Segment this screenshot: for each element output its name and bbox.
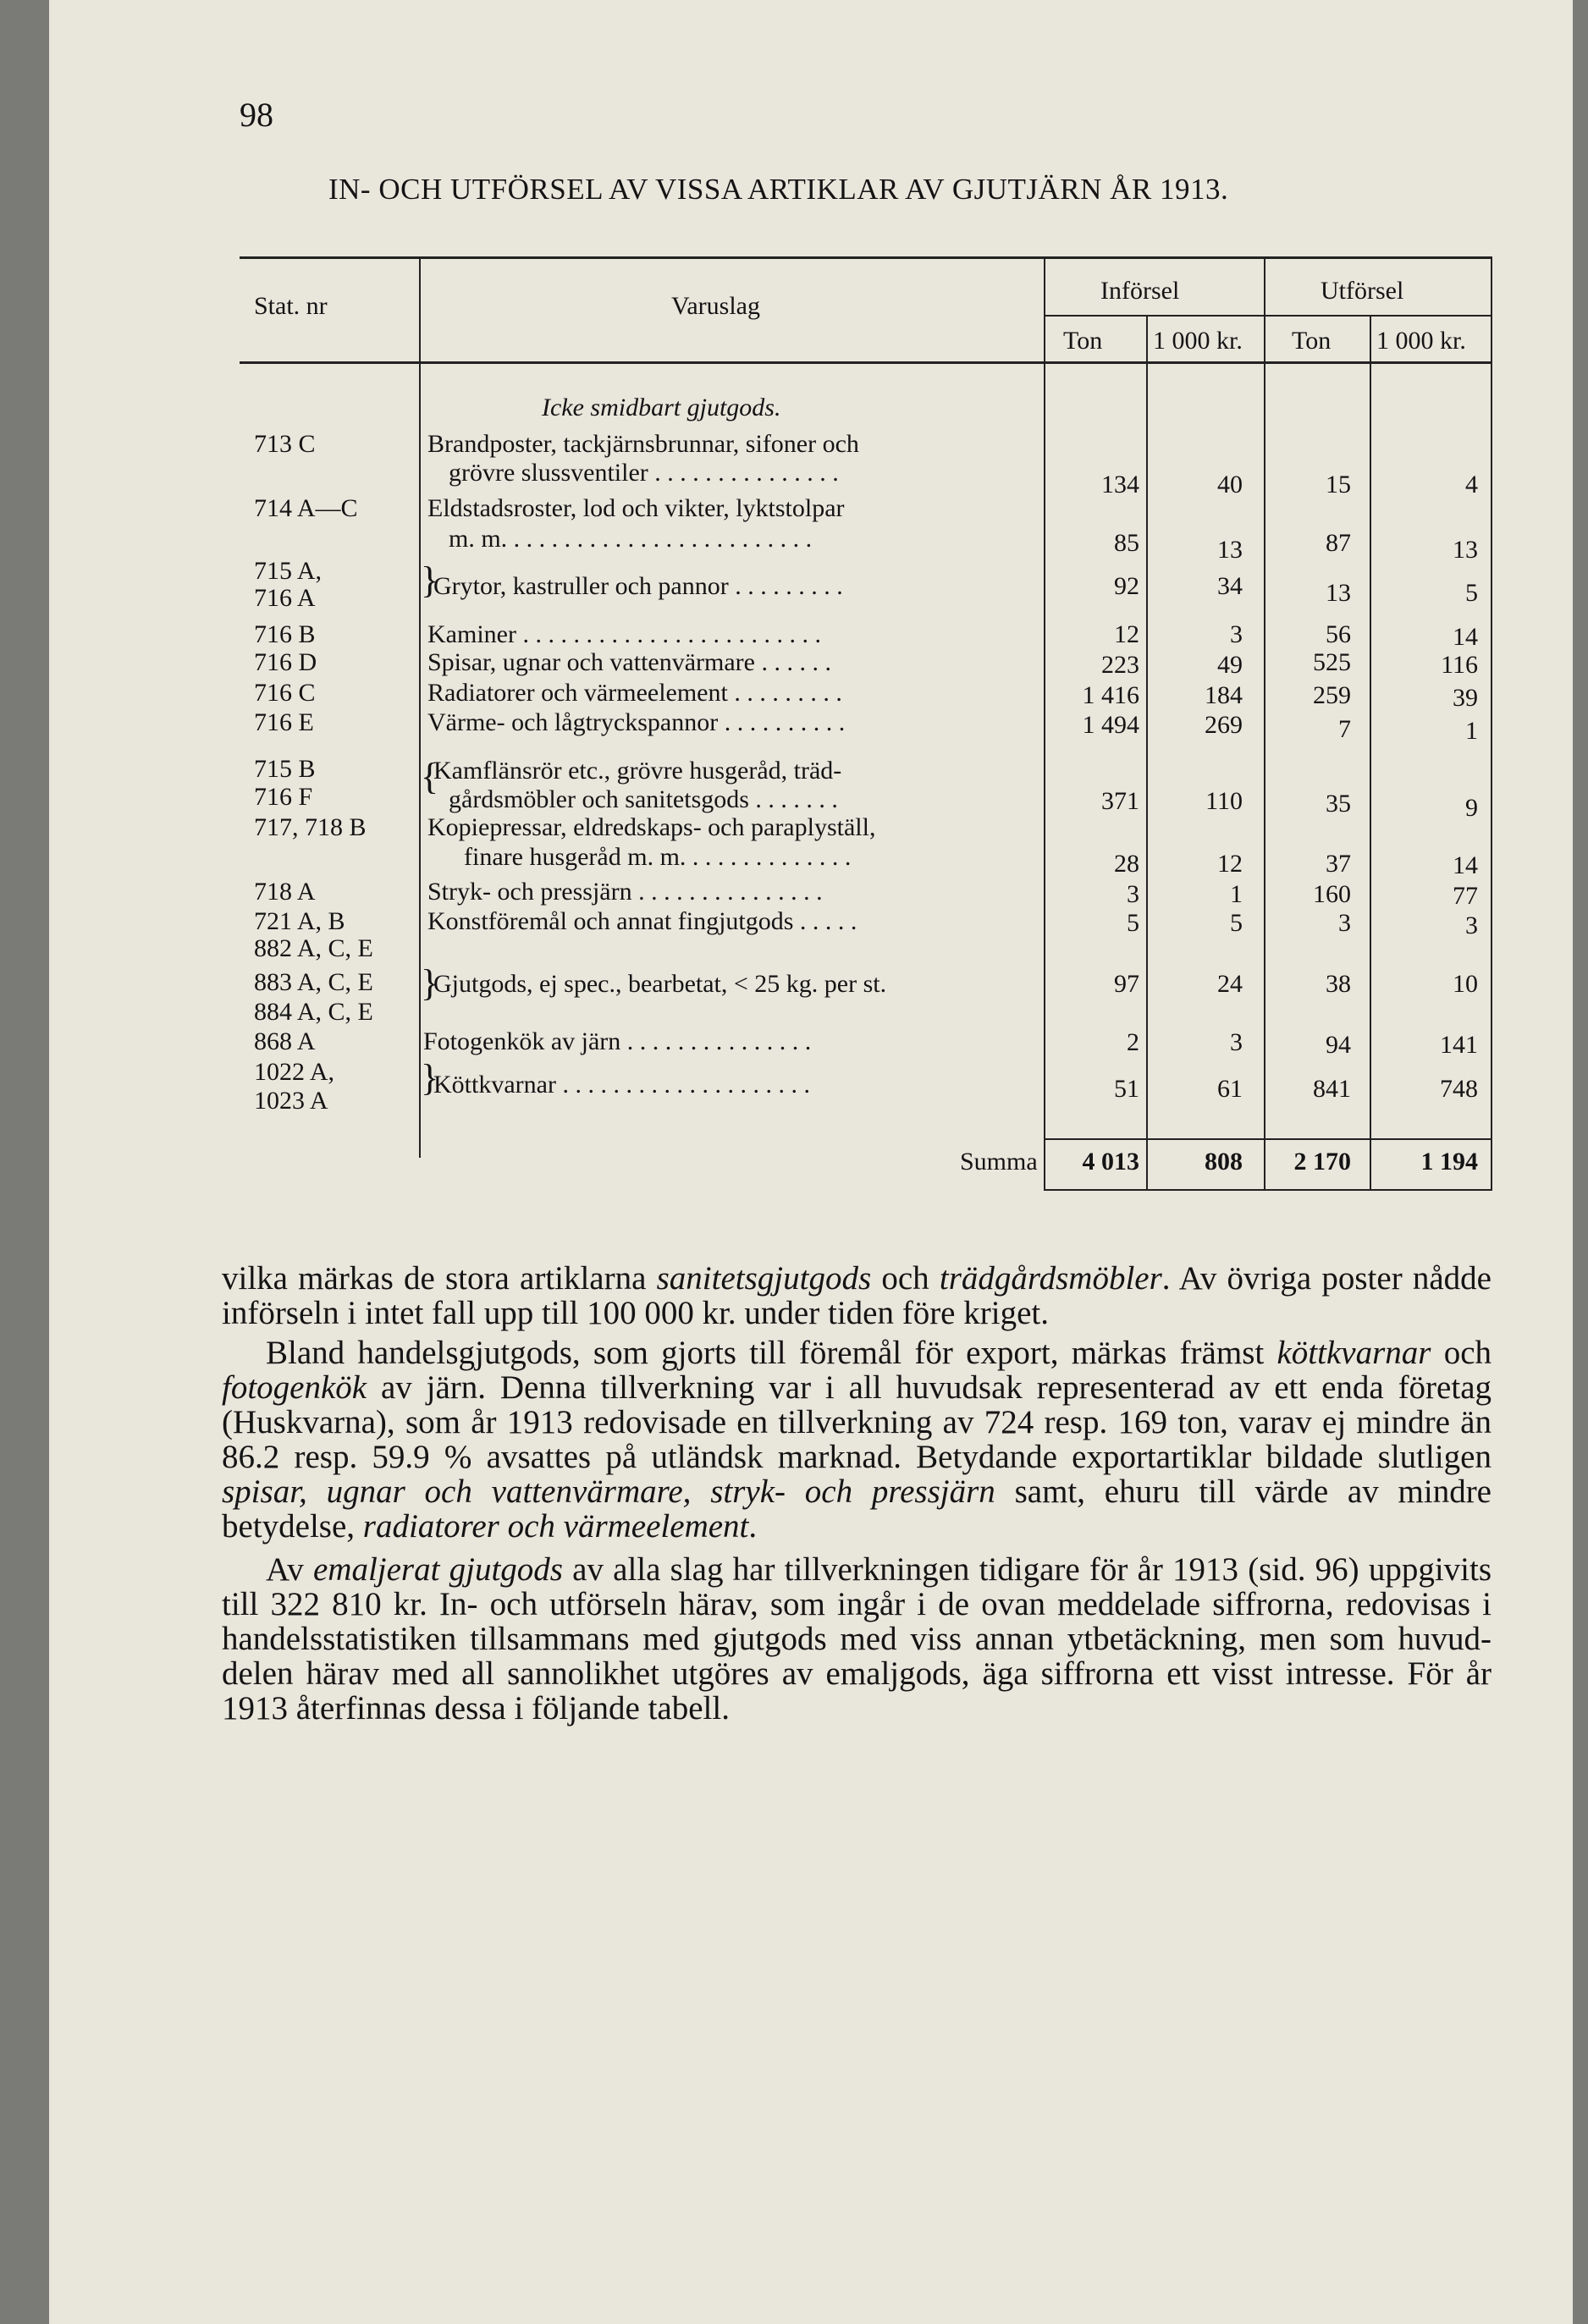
in-kr: 12 [1217,850,1243,878]
header-varuslag: Varuslag [671,292,760,320]
in-kr: 49 [1217,651,1243,679]
in-ton: 51 [1114,1075,1139,1103]
summa-label: Summa [960,1148,1038,1176]
col-rule-in [1146,317,1148,1189]
header-inforsel: Införsel [1100,277,1180,305]
text-run: och [871,1260,940,1297]
ut-ton: 7 [1338,715,1351,743]
row-desc: Brandposter, tackjärnsbrunnar, sifoner och [427,430,859,458]
ut-ton: 38 [1326,970,1351,998]
in-kr: 110 [1205,787,1243,815]
in-kr: 3 [1230,1028,1243,1056]
brace-icon: } [421,1057,439,1099]
stat-nr: 715 A, [254,557,323,585]
col-rule-mid [1264,256,1265,1189]
row-desc: Eldstadsroster, lod och vikter, lyktstolpar [427,494,845,522]
row-desc-cont: finare husgeråd m. m. . . . . . . . . . . . . . [464,843,852,871]
stat-nr: 868 A [254,1027,316,1055]
page-number: 98 [240,96,273,134]
in-kr: 40 [1217,471,1243,498]
in-ton: 1 494 [1082,711,1139,739]
row-desc: Kaminer . . . . . . . . . . . . . . . . . . . . . . . . [427,620,821,648]
text-run: . [748,1508,758,1545]
header-ut-kr: 1 000 kr. [1376,327,1466,355]
ut-kr: 13 [1453,536,1478,564]
in-ton: 92 [1114,572,1139,600]
in-ton: 223 [1101,651,1139,679]
in-kr: 34 [1217,572,1243,600]
in-ton: 97 [1114,970,1139,998]
ut-ton: 259 [1313,681,1351,709]
italic-run: sanitetsgjutgods [656,1260,872,1297]
row-desc: Grytor, kastruller och pannor . . . . . . . . . [433,572,843,600]
body-text [222,1261,1492,1726]
summa-ut-kr: 1 194 [1420,1148,1478,1176]
in-kr: 184 [1205,681,1243,709]
in-kr: 24 [1217,970,1243,998]
row-desc-cont: m. m. . . . . . . . . . . . . . . . . . . . . . . . . [449,525,813,553]
row-desc-cont: grövre slussventiler . . . . . . . . . . . . . . . [449,459,839,487]
text-run: av järn. Denna tillverkning var i all huvudsak representerad av ett enda företag (Huskvarna), som år 1913 redovisade en tillverkning av 724 resp. 169 ton, varav ej mindre än 86.2 resp. 59.9 % avsattes på utländsk marknad. Betydande exportartiklar bildade slutligen [222,1369,1492,1475]
header-utforsel: Utförsel [1321,277,1404,305]
stat-nr: 717, 718 B [254,813,367,841]
page-title: IN- OCH UTFÖRSEL AV VISSA ARTIKLAR AV GJUTJÄRN ÅR 1913. [328,173,1229,206]
summa-in-kr: 808 [1205,1148,1243,1176]
stat-nr: 715 B [254,755,316,783]
header-in-ton: Ton [1063,327,1103,355]
italic-run: köttkvarnar [1276,1335,1431,1371]
brace-icon: } [421,559,439,601]
col-rule-stat [419,256,421,1158]
in-kr: 1 [1230,880,1243,908]
text-run: och [1431,1335,1492,1371]
table-top-rule [240,256,1492,259]
ut-ton: 94 [1326,1031,1351,1059]
italic-run: trädgårdsmöbler [939,1260,1162,1297]
ut-kr: 5 [1465,579,1478,607]
ut-ton: 3 [1338,909,1351,937]
stat-nr: 713 C [254,430,316,458]
in-kr: 269 [1205,711,1243,739]
ut-kr: 9 [1465,794,1478,822]
ut-ton: 841 [1313,1075,1351,1103]
text-run: av alla slag har tillverkningen tidigare för år 1913 (sid. 96) uppgivits till 322 810 kr. In- och utförseln härav, som ingår i de ovan meddelade siffrorna, redovisas i handelsstatistiken tillsammans med gjutgods med viss annan ytbetäckning, men som huvuddelen härav med all sannolikhet utgöres av emaljgods, äga siffrorna ett visst intresse. För år 1913 återfinnas dessa i följande tabell. [222,1551,1492,1726]
in-ton: 12 [1114,620,1139,648]
stat-nr: 714 A—C [254,494,358,522]
stat-nr: 716 F [254,783,313,811]
stat-nr: 716 D [254,648,317,676]
italic-run: radiatorer och värmeelement [362,1508,749,1545]
stat-nr: 718 A [254,878,316,906]
stat-nr: 716 E [254,708,314,736]
section-heading: Icke smidbart gjutgods. [542,394,781,421]
row-desc: Kopiepressar, eldredskaps- och paraplyställ, [427,813,876,841]
ut-kr: 77 [1453,882,1478,910]
in-ton: 134 [1101,471,1139,498]
paragraph [222,1261,1492,1330]
text-run: . Av övriga poster nådde införseln i intet fall upp till 100 000 kr. under tiden före kriget. [222,1260,1492,1331]
col-rule-desc [1044,256,1045,1189]
stat-nr: 716 B [254,620,316,648]
row-desc: Värme- och lågtryckspannor . . . . . . . . . . [427,708,846,736]
in-kr: 5 [1230,909,1243,937]
ut-ton: 160 [1313,880,1351,908]
table-subheader-rule [1044,315,1492,317]
ut-kr: 4 [1465,471,1478,498]
in-ton: 5 [1127,909,1139,937]
row-desc: Konstföremål och annat fingjutgods . . . . . [427,907,857,935]
in-kr: 13 [1217,536,1243,564]
ut-ton: 56 [1326,620,1351,648]
row-desc: Köttkvarnar . . . . . . . . . . . . . . . . . . . . [433,1071,810,1099]
italic-run: emaljerat gjutgods [312,1551,563,1588]
ut-ton: 87 [1326,529,1351,557]
row-desc: Radiatorer och värmeelement . . . . . . . . . [427,679,842,707]
row-desc: Stryk- och pressjärn . . . . . . . . . . . . . . . [427,878,823,906]
in-ton: 1 416 [1082,681,1139,709]
text-run: samt, ehuru till värde av mindre betydelse, [222,1473,1492,1545]
stat-nr: 883 A, C, E [254,968,373,996]
ut-kr: 3 [1465,911,1478,939]
row-desc: Gjutgods, ej spec., bearbetat, < 25 kg. per st. [433,970,887,998]
header-in-kr: 1 000 kr. [1153,327,1243,355]
in-ton: 371 [1101,787,1139,815]
summa-in-ton: 4 013 [1082,1148,1139,1176]
row-desc: Fotogenkök av järn . . . . . . . . . . . . . . . [423,1027,812,1055]
brace-icon: } [421,962,439,1004]
col-rule-right [1491,256,1492,1189]
stat-nr: 884 A, C, E [254,998,373,1026]
ut-kr: 10 [1453,970,1478,998]
ut-kr: 14 [1453,851,1478,879]
in-kr: 61 [1217,1075,1243,1103]
stat-nr: 1023 A [254,1087,328,1115]
in-ton: 85 [1114,529,1139,557]
row-desc: Spisar, ugnar och vattenvärmare . . . . . . [427,648,831,676]
table-bottom-rule [1044,1189,1492,1191]
paragraph [222,1335,1492,1544]
header-stat-nr: Stat. nr [254,292,328,320]
in-ton: 3 [1127,880,1139,908]
table-summa-rule [1044,1138,1492,1140]
in-ton: 28 [1114,850,1139,878]
ut-kr: 1 [1465,717,1478,745]
row-desc-cont: gårdsmöbler och sanitetsgods . . . . . . . [449,785,838,813]
ut-kr: 14 [1453,623,1478,651]
brace-icon: { [421,756,439,797]
ut-ton: 525 [1313,648,1351,676]
paragraph [222,1552,1492,1726]
italic-run: fotogenkök [222,1369,367,1406]
stat-nr: 882 A, C, E [254,934,373,962]
ut-kr: 39 [1453,684,1478,712]
row-desc: Kamflänsrör etc., grövre husgeråd, träd- [433,757,842,785]
ut-ton: 35 [1326,790,1351,818]
ut-kr: 141 [1440,1031,1478,1059]
ut-ton: 13 [1326,579,1351,607]
in-kr: 3 [1230,620,1243,648]
ut-kr: 116 [1441,651,1478,679]
stat-nr: 721 A, B [254,907,345,935]
summa-ut-ton: 2 170 [1293,1148,1351,1176]
in-ton: 2 [1127,1028,1139,1056]
stat-nr: 1022 A, [254,1058,335,1086]
ut-ton: 37 [1326,850,1351,878]
text-run: Av [266,1551,313,1588]
text-run: vilka märkas de stora artiklarna [222,1260,657,1297]
ut-ton: 15 [1326,471,1351,498]
stat-nr: 716 A [254,584,316,612]
table-header-rule [240,361,1492,364]
italic-run: spisar, ugnar och vattenvärmare, stryk- och pressjärn [222,1473,995,1510]
text-run: Bland handelsgjutgods, som gjorts till föremål för export, märkas främst [266,1335,1277,1371]
stat-nr: 716 C [254,679,316,707]
header-ut-ton: Ton [1292,327,1332,355]
ut-kr: 748 [1440,1075,1478,1103]
